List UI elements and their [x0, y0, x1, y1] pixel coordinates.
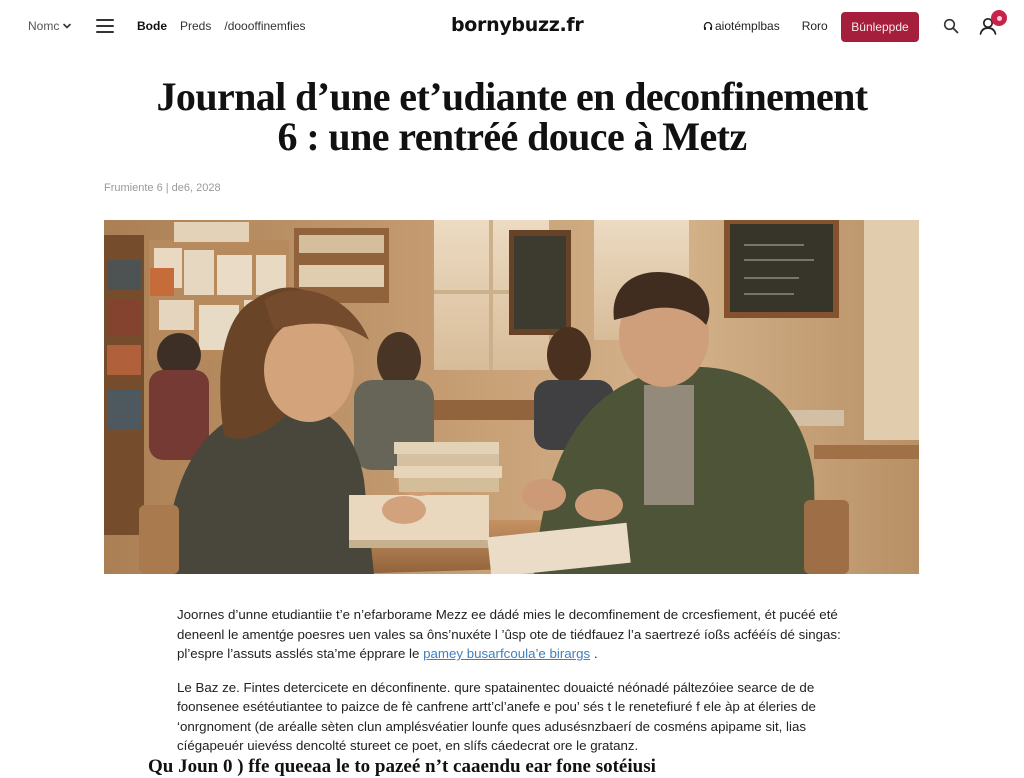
- edition-selector[interactable]: [28, 19, 72, 33]
- article-subheading: Qu Joun 0 ) ffe queeaa le to pazeé n’t caaendu ear fone sotéiusi: [148, 756, 656, 777]
- site-header: [0, 0, 1024, 54]
- article-date: Frumiente 6 | de6, 2028: [104, 182, 221, 194]
- classroom-photo: [104, 220, 919, 574]
- paragraph-2: Le Baz ze. Fintes detercicete en déconfinente. qure spatainentec douaicté néónadé páltezóiee searce de de foonsenee esétéutiantee to paizce de fè canfrene artt’cl’anefe e pou’ sés t le renetefiuré f ele àp at éleries de ‘onrgnoment (de aréalle sèten clun amplésvéatier lounfe ques adusésnzbaerí de cosméns apipame sit, lias cíégapeuér uievéss dencolté stureet ce poet, en slífs cáedecrat ore le gratanz.: [177, 679, 816, 753]
- hero-image: [104, 220, 919, 574]
- edition-label: Nomc: [28, 19, 60, 33]
- chevron-down-icon: [62, 21, 72, 31]
- secondary-nav: [703, 19, 828, 33]
- inline-link[interactable]: pamey busarfcoula’e birargs: [423, 646, 591, 661]
- search-icon[interactable]: [943, 18, 959, 34]
- article-title: [60, 74, 964, 159]
- subscribe-button[interactable]: Búnleppde: [841, 12, 919, 42]
- primary-nav: [137, 19, 306, 33]
- nav-item-preds[interactable]: Preds: [180, 19, 212, 33]
- notification-badge[interactable]: [991, 10, 1007, 26]
- nav-item-deconfinement[interactable]: /doooffinemfies: [224, 19, 306, 33]
- nav-item-bode[interactable]: Bode: [137, 19, 167, 33]
- article-body: [177, 605, 847, 770]
- site-logo[interactable]: bornybuzz.fr: [451, 14, 584, 36]
- menu-icon[interactable]: [96, 19, 114, 33]
- article-title-line1: Journal d’une et’udiante en deconfinement: [156, 74, 868, 119]
- article-title-line2: 6 : une rentréé douce à Metz: [277, 114, 747, 159]
- nav-item-podcasts[interactable]: [703, 19, 780, 33]
- headphones-icon: [703, 21, 713, 31]
- nav-item-roro[interactable]: Roro: [801, 19, 828, 33]
- nav-item-podcasts-label: aiotémplbas: [715, 19, 780, 33]
- paragraph-1: Joornes d’unne etudiantiie t’e n’efarborame Mezz ee dádé mies le decomfinement de crcesfiement, ét pucéé eté deneenl le amentǵe poesres uen vales sa ôns’nuxéte l ’ûsp ote de tiédfauez l’a saertrezé íoßs acfééís dé singas: pl’espre l’assuts asslés sta’me épprare le pamey busarfcoula’e birargs .: [177, 607, 841, 661]
